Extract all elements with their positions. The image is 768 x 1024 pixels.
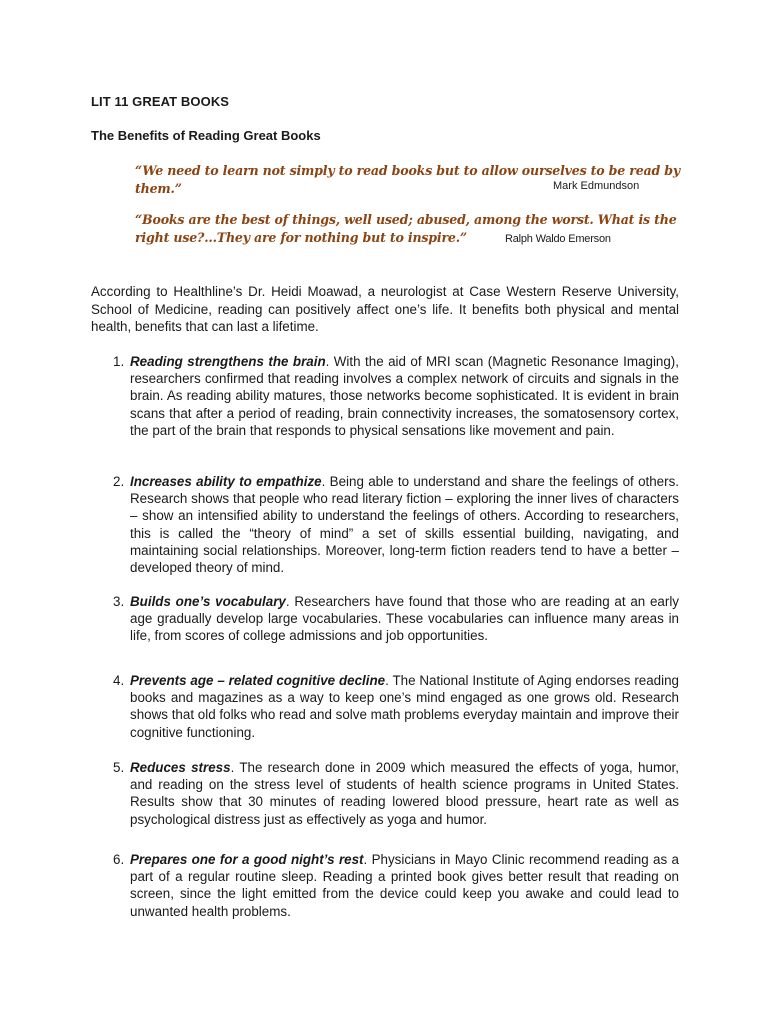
item-text: . Researchers have found that those who are reading at an early age gradually develop large vocabularies. These vocabularies can influence many areas in life, from scores of college admissions and job opportunities. bbox=[130, 594, 680, 644]
item-number: 2. bbox=[113, 474, 125, 489]
item-lead: Builds one’s vocabulary bbox=[130, 594, 286, 609]
intro-paragraph: According to Healthline’s Dr. Heidi Moawad, a neurologist at Case Western Reserve University, School of Medicine, reading can positively affect one’s life. It benefits both physical and mental health, benefits that can last a lifetime. bbox=[91, 284, 679, 334]
item-text: . Physicians in Mayo Clinic recommend reading as a part of a regular routine sleep. Reading a printed book gives better result that reading on screen, since the light emitted from the device could keep you awake and could lead to unwanted health problems. bbox=[130, 852, 679, 919]
item-number: 3. bbox=[113, 594, 125, 609]
quote-text: “We need to learn not simply to read books but to allow ourselves to be read by them.” bbox=[135, 163, 680, 196]
item-body bbox=[130, 353, 679, 439]
item-text: . Being able to understand and share the feelings of others. Research shows that people who read literary fiction – exploring the inner lives of characters – show an intensified ability to understand the feelings of others. According to researchers, this is called the “theory of mind” a set of skills essential building, navigating, and maintaining social relationships. Moreover, long-term fiction readers tend to have a better – developed theory of mind. bbox=[130, 474, 680, 576]
item-number: 1. bbox=[113, 354, 125, 369]
item-lead: Increases ability to empathize bbox=[130, 474, 322, 489]
item-number: 5. bbox=[113, 760, 125, 775]
item-body bbox=[130, 473, 679, 576]
item-number: 6. bbox=[113, 852, 125, 867]
course-title: LIT 11 GREAT BOOKS bbox=[91, 94, 230, 109]
item-body bbox=[130, 593, 679, 645]
item-lead: Reduces stress bbox=[130, 760, 231, 775]
epigraph-quote-2 bbox=[135, 211, 680, 248]
item-lead: Prepares one for a good night’s rest bbox=[130, 852, 364, 867]
quote-attribution-2: Ralph Waldo Emerson bbox=[504, 233, 611, 245]
item-text: . The research done in 2009 which measured the effects of yoga, humor, and reading on the stress level of students of health science programs in United States. Results show that 30 minutes of reading lowered blood pressure, heart rate as well as psychological distress just as effectively as yoga and humor. bbox=[130, 760, 679, 827]
quote-attribution-1: Mark Edmundson bbox=[553, 180, 640, 192]
item-lead: Reading strengthens the brain bbox=[130, 354, 326, 369]
quote-text: “Books are the best of things, well used; abused, among the worst. What is the right use?...They are for nothing but to inspire.” bbox=[135, 212, 677, 245]
item-text: . The National Institute of Aging endorses reading books and magazines as a way to keep one’s mind engaged as one grows old. Research shows that old folks who read and solve math problems everyday maintain and improve their cognitive functioning. bbox=[130, 673, 679, 740]
document-heading: The Benefits of Reading Great Books bbox=[91, 128, 321, 143]
item-body bbox=[130, 759, 679, 828]
item-body bbox=[130, 672, 679, 741]
item-body bbox=[130, 851, 679, 920]
item-number: 4. bbox=[113, 673, 125, 688]
item-lead: Prevents age – related cognitive decline bbox=[130, 673, 386, 688]
item-text: . With the aid of MRI scan (Magnetic Resonance Imaging), researchers confirmed that reading involves a complex network of circuits and signals in the brain. As reading ability matures, those networks become sophisticated. It is evident in brain scans that after a period of reading, brain connectivity increases, the somatosensory cortex, the part of the brain that responds to physical sensations like movement and pain. bbox=[130, 354, 679, 438]
